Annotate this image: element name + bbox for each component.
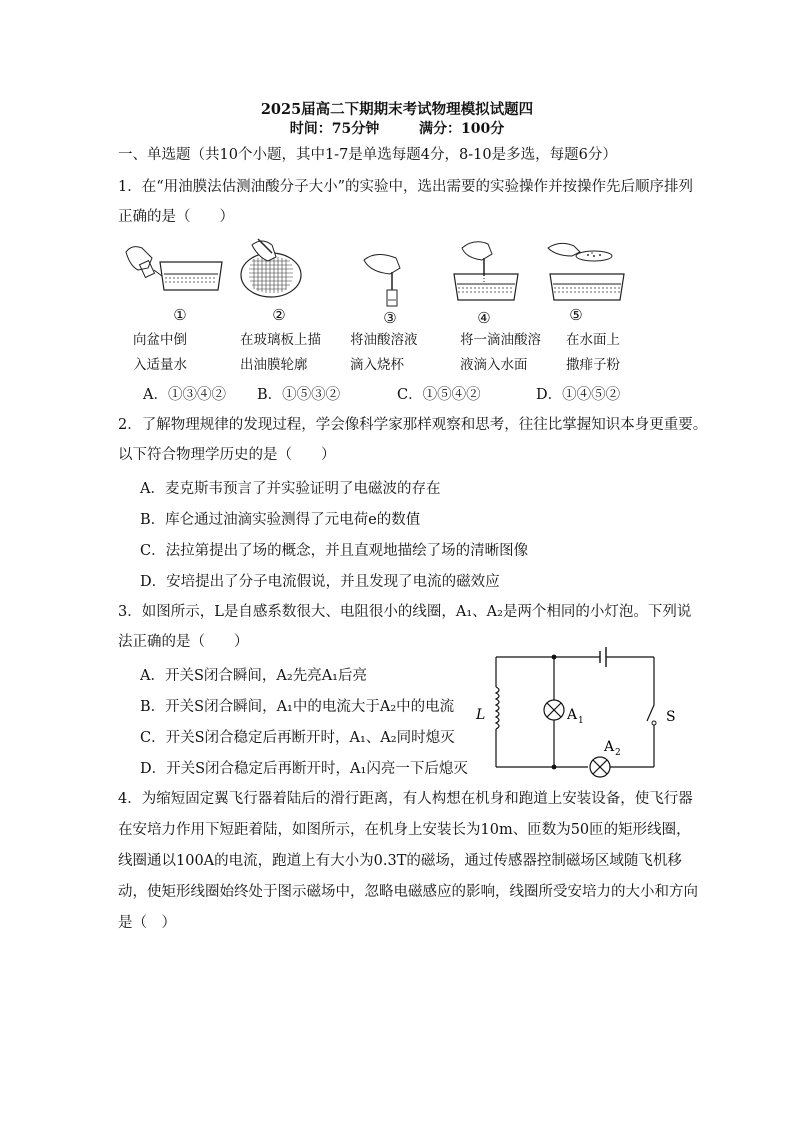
step5-caption-line2: 撒痱子粉	[566, 357, 620, 373]
q2-option-d[interactable]: D．安培提出了分子电流假说，并且发现了电流的磁效应	[140, 574, 500, 590]
q1-option-c[interactable]: C．①⑤④②	[397, 387, 481, 403]
q2-option-c[interactable]: C．法拉第提出了场的概念，并且直观地描绘了场的清晰图像	[140, 543, 529, 559]
step4-caption-line1: 将一滴油酸溶	[460, 332, 541, 348]
q1-option-d[interactable]: D．①④⑤②	[536, 387, 621, 403]
step1-caption-line1: 向盆中倒	[133, 332, 187, 348]
label-A1: A	[567, 707, 578, 723]
step5-caption-line1: 在水面上	[566, 332, 620, 348]
exam-title: 2025届高二下期期末考试物理模拟试题四	[260, 101, 534, 118]
step2-caption-line1: 在玻璃板上描	[240, 332, 321, 348]
time-limit: 时间：75分钟	[289, 121, 380, 137]
q1-option-b[interactable]: B．①⑤③②	[257, 387, 341, 403]
exam-subtitle	[0, 119, 794, 139]
q4-line3: 线圈通以100A的电流，跑道上有大小为0.3T的磁场，通过传感器控制磁场区域随飞机移	[118, 853, 682, 869]
step3-caption-line1: 将油酸溶液	[350, 332, 418, 348]
full-score: 满分：100分	[419, 121, 505, 137]
q4-line1: 4．为缩短固定翼飞行器着陆后的滑行距离，有人构想在机身和跑道上安装设备，使飞行器	[118, 791, 693, 807]
q3-option-c[interactable]: C．开关S闭合稳定后再断开时，A₁、A₂同时熄灭	[140, 730, 455, 746]
q3-option-b[interactable]: B．开关S闭合瞬间，A₁中的电流大于A₂中的电流	[140, 699, 455, 715]
step1-number: ①	[173, 306, 187, 324]
step1-figure	[122, 240, 222, 295]
step2-caption-line2: 出油膜轮廓	[240, 357, 308, 373]
q3-option-a[interactable]: A．开关S闭合瞬间，A₂先亮A₁后亮	[140, 668, 367, 684]
step4-caption-line2: 液滴入水面	[460, 357, 528, 373]
label-S: S	[666, 709, 676, 725]
step2-figure	[238, 235, 308, 300]
step3-number: ③	[383, 309, 397, 327]
label-A1-sub: 1	[578, 716, 584, 726]
step5-figure	[546, 238, 626, 303]
q2-option-b[interactable]: B．库仑通过油滴实验测得了元电荷e的数值	[140, 512, 421, 528]
q4-line4: 动，使矩形线圈始终处于图示磁场中，忽略电磁感应的影响，线圈所受安培力的大小和方向	[118, 884, 698, 900]
step1-caption-line2: 入适量水	[133, 357, 187, 373]
q3-option-d[interactable]: D．开关S闭合稳定后再断开时，A₁闪亮一下后熄灭	[140, 761, 468, 777]
label-A2: A	[604, 739, 615, 755]
q1-option-a[interactable]: A．①③④②	[143, 387, 226, 403]
circuit-diagram	[472, 645, 692, 780]
step2-number: ②	[272, 306, 286, 324]
q2-stem-line1: 2．了解物理规律的发现过程，学会像科学家那样观察和思考，往往比掌握知识本身更重要。	[118, 417, 708, 433]
q4-line5: 是（ ）	[118, 915, 176, 931]
q3-stem-line1: 3．如图所示，L是自感系数很大、电阻很小的线圈，A₁、A₂是两个相同的小灯泡。下列说	[118, 604, 692, 620]
q4-line2: 在安培力作用下短距着陆，如图所示，在机身上安装长为10m、匝数为50匝的矩形线圈，	[118, 822, 691, 838]
step4-number: ④	[477, 309, 491, 327]
q2-option-a[interactable]: A．麦克斯韦预言了并实验证明了电磁波的存在	[140, 481, 441, 497]
q2-stem-line2: 以下符合物理学历史的是（ ）	[118, 447, 336, 463]
q3-stem-line2: 法正确的是（ ）	[118, 634, 249, 650]
q1-stem-line2: 正确的是（ ）	[118, 209, 234, 225]
step4-figure	[452, 238, 520, 303]
step5-number: ⑤	[569, 306, 583, 324]
step3-caption-line2: 滴入烧杯	[350, 357, 404, 373]
section-heading: 一、单选题（共10个小题，其中1-7是单选每题4分，8-10是多选，每题6分）	[118, 147, 617, 163]
label-L: L	[476, 707, 486, 723]
step3-figure	[362, 250, 412, 310]
q1-stem-line1: 1．在“用油膜法估测油酸分子大小”的实验中，选出需要的实验操作并按操作先后顺序排列	[118, 179, 694, 195]
label-A2-sub: 2	[615, 748, 621, 758]
